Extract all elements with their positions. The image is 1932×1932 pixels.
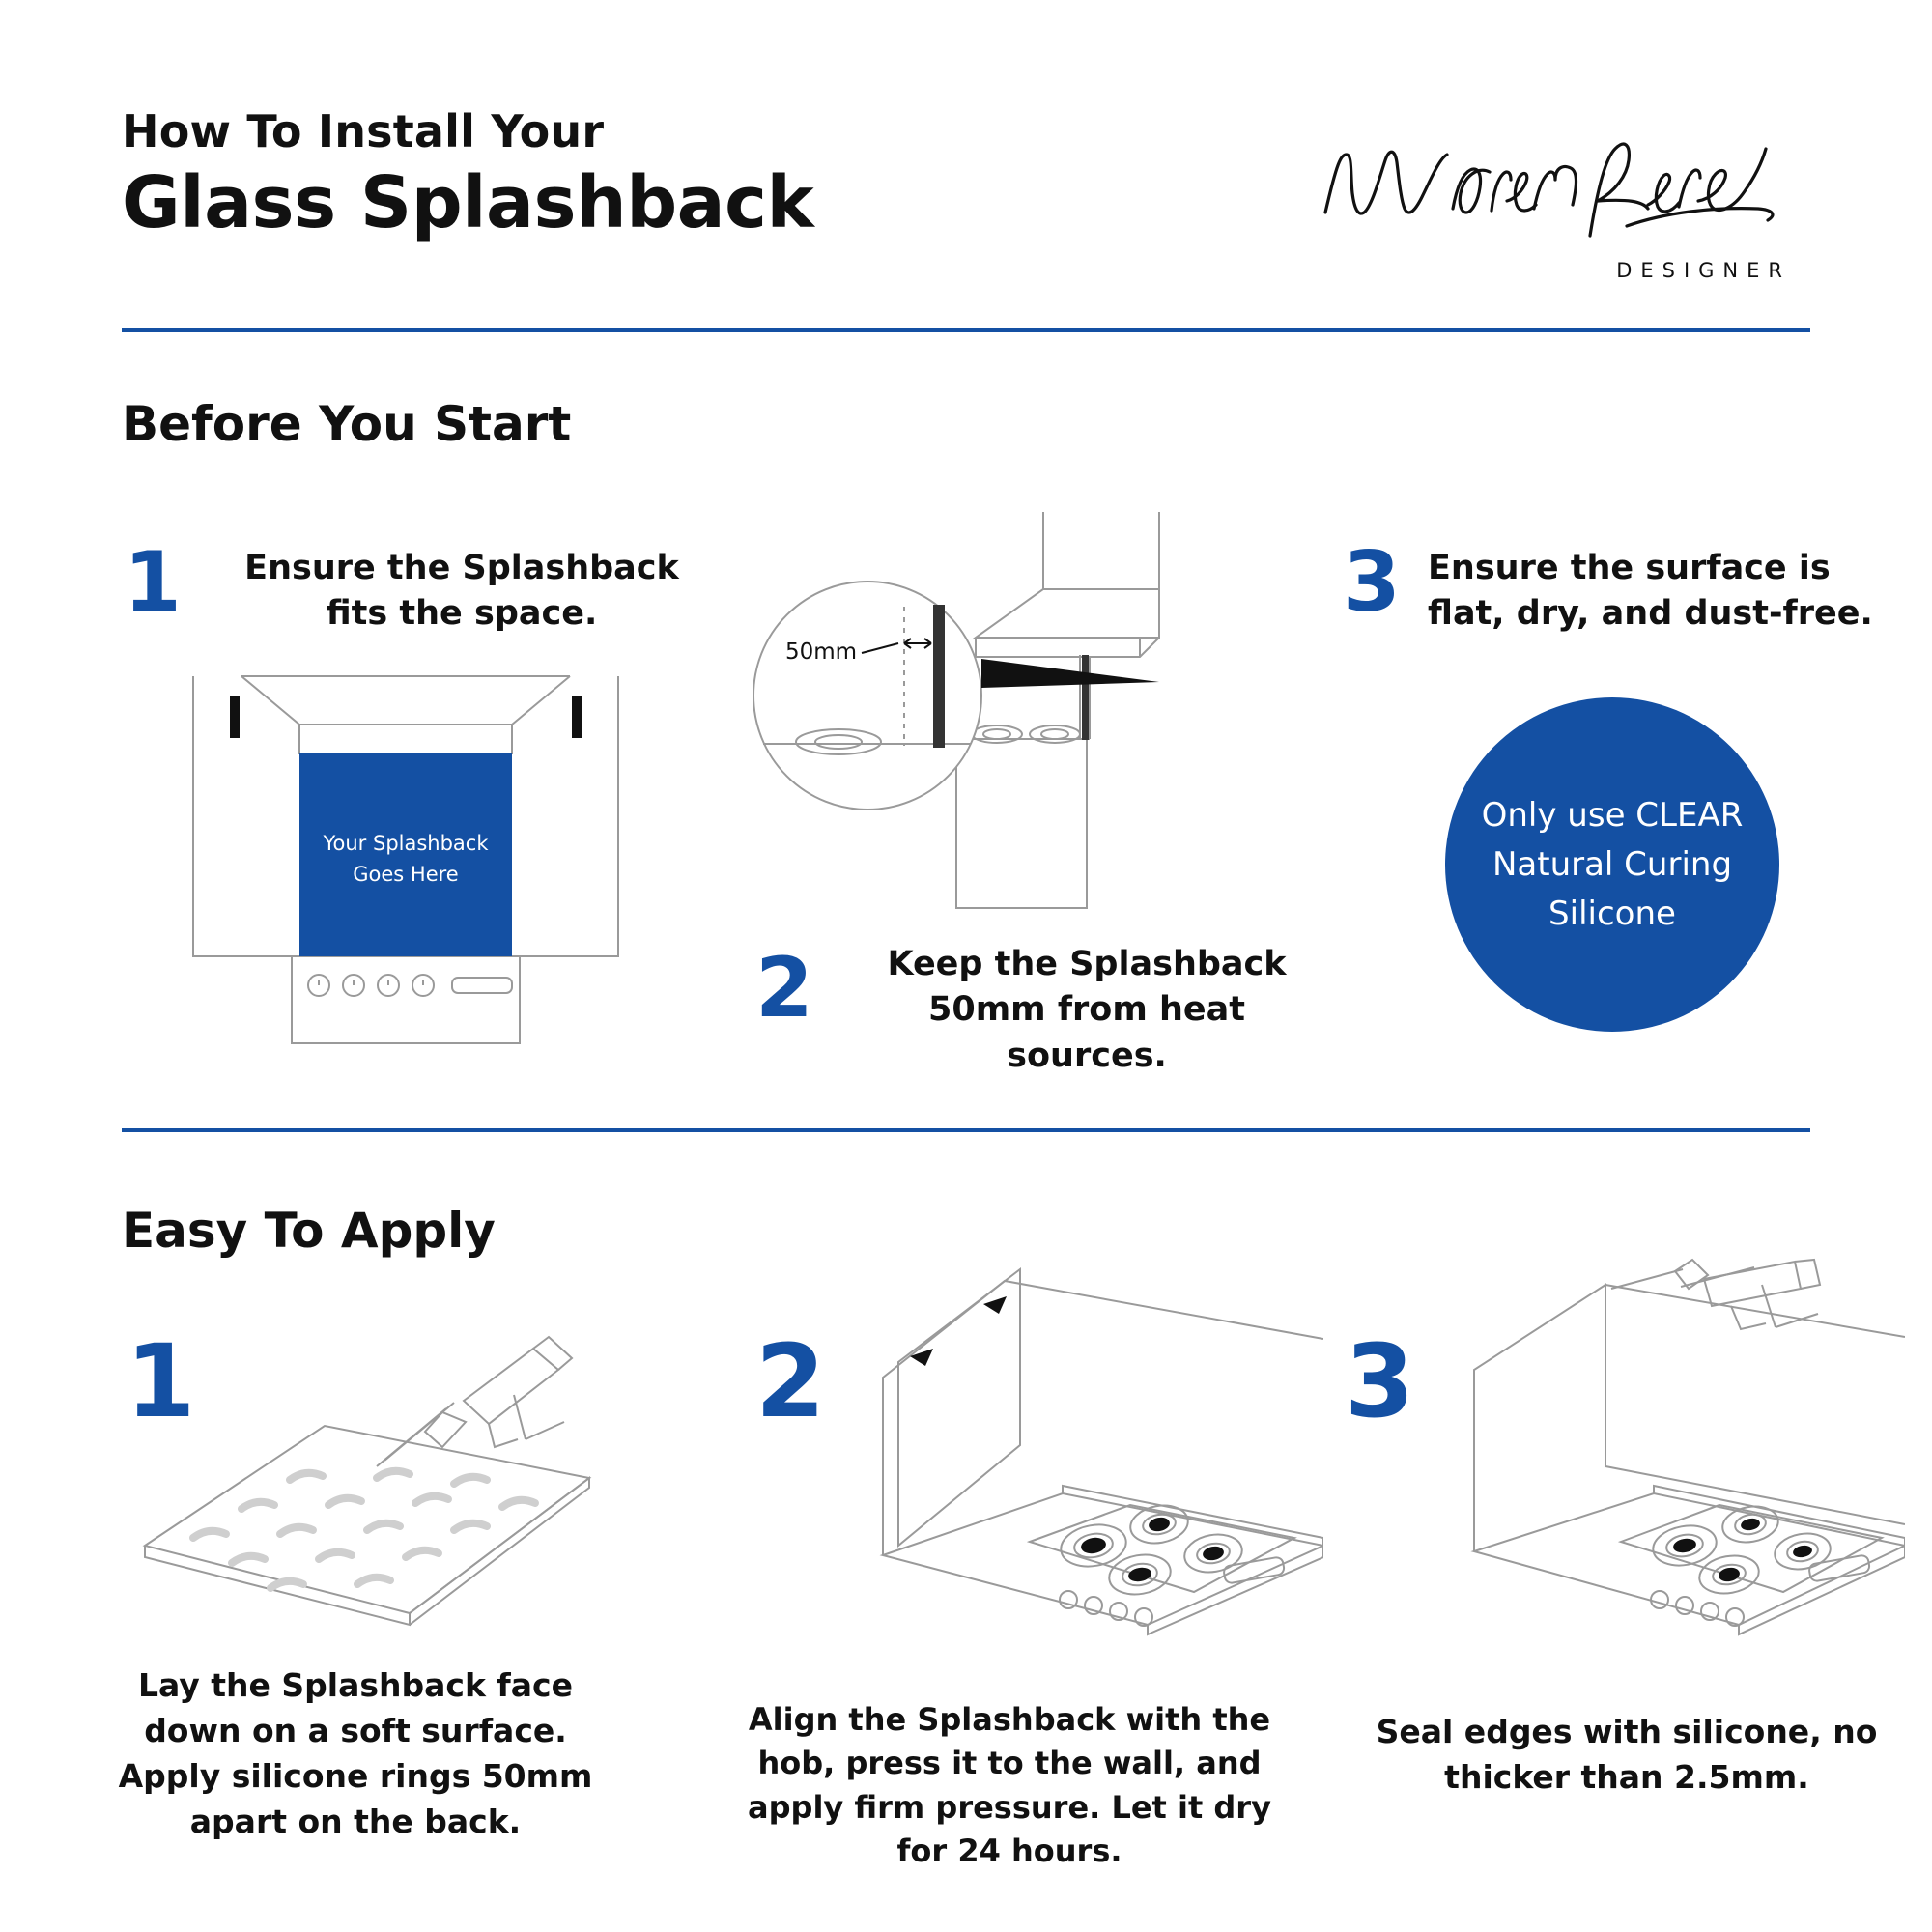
apply-step-3-caption: Seal edges with silicone, no thicker than 2.5mm. — [1376, 1713, 1878, 1796]
status-badge-clear-silicone — [1445, 697, 1779, 1032]
direction-arrows-icon — [910, 1296, 1007, 1366]
before-step-2-line3: sources. — [1007, 1036, 1167, 1075]
before-step-2-text — [860, 942, 1314, 1079]
splashback-placeholder-line1: Your Splashback — [323, 832, 489, 855]
before-step-2-number: 2 — [755, 940, 813, 1037]
illustration-splashback-fit — [184, 667, 628, 1053]
apply-step-3-number: 3 — [1345, 1322, 1415, 1440]
apply-step-1-caption: Lay the Splashback face down on a soft surface. Apply silicone rings 50mm apart on the back. — [118, 1666, 593, 1840]
divider-top — [122, 328, 1810, 332]
illustration-seal-edges — [1422, 1256, 1905, 1642]
page-title: Glass Splashback — [122, 160, 814, 244]
before-step-3-line2: flat, dry, and dust-free. — [1428, 594, 1873, 634]
before-step-3-text — [1428, 546, 1901, 638]
before-step-1-line1: Ensure the Splashback — [244, 549, 679, 587]
before-step-1-line2: fits the space. — [326, 594, 598, 634]
title-kicker: How To Install Your — [122, 105, 605, 157]
brand-signature-icon — [1308, 120, 1810, 265]
badge-text: Only use CLEAR Natural Curing Silicone — [1481, 795, 1744, 933]
before-step-1-number: 1 — [124, 534, 182, 631]
apply-step-2-number: 2 — [755, 1322, 826, 1440]
apply-step-2-caption: Align the Splashback with the hob, press it to the wall, and apply firm pressure. Let it dry for 24 hours. — [748, 1701, 1271, 1870]
section-heading-before: Before You Start — [122, 396, 572, 452]
illustration-align-splashback — [840, 1256, 1323, 1642]
splashback-placeholder-line2: Goes Here — [353, 863, 459, 886]
before-step-1-text — [220, 546, 703, 638]
header — [122, 106, 1810, 328]
apply-step-1-number: 1 — [126, 1322, 196, 1440]
divider-middle — [122, 1128, 1810, 1132]
before-step-3-number: 3 — [1343, 534, 1401, 631]
before-step-2-line2: 50mm from heat — [927, 990, 1246, 1030]
before-step-2-line1: Keep the Splashback — [887, 945, 1287, 983]
section-heading-apply: Easy To Apply — [122, 1203, 496, 1259]
dimension-label-50mm: 50mm — [784, 639, 858, 665]
brand-subtitle: DESIGNER — [1616, 259, 1791, 282]
brand-logo — [1308, 120, 1810, 303]
illustration-heat-distance — [753, 512, 1275, 927]
before-step-3-line1: Ensure the surface is — [1428, 549, 1831, 587]
illustration-silicone-rings — [135, 1294, 599, 1642]
